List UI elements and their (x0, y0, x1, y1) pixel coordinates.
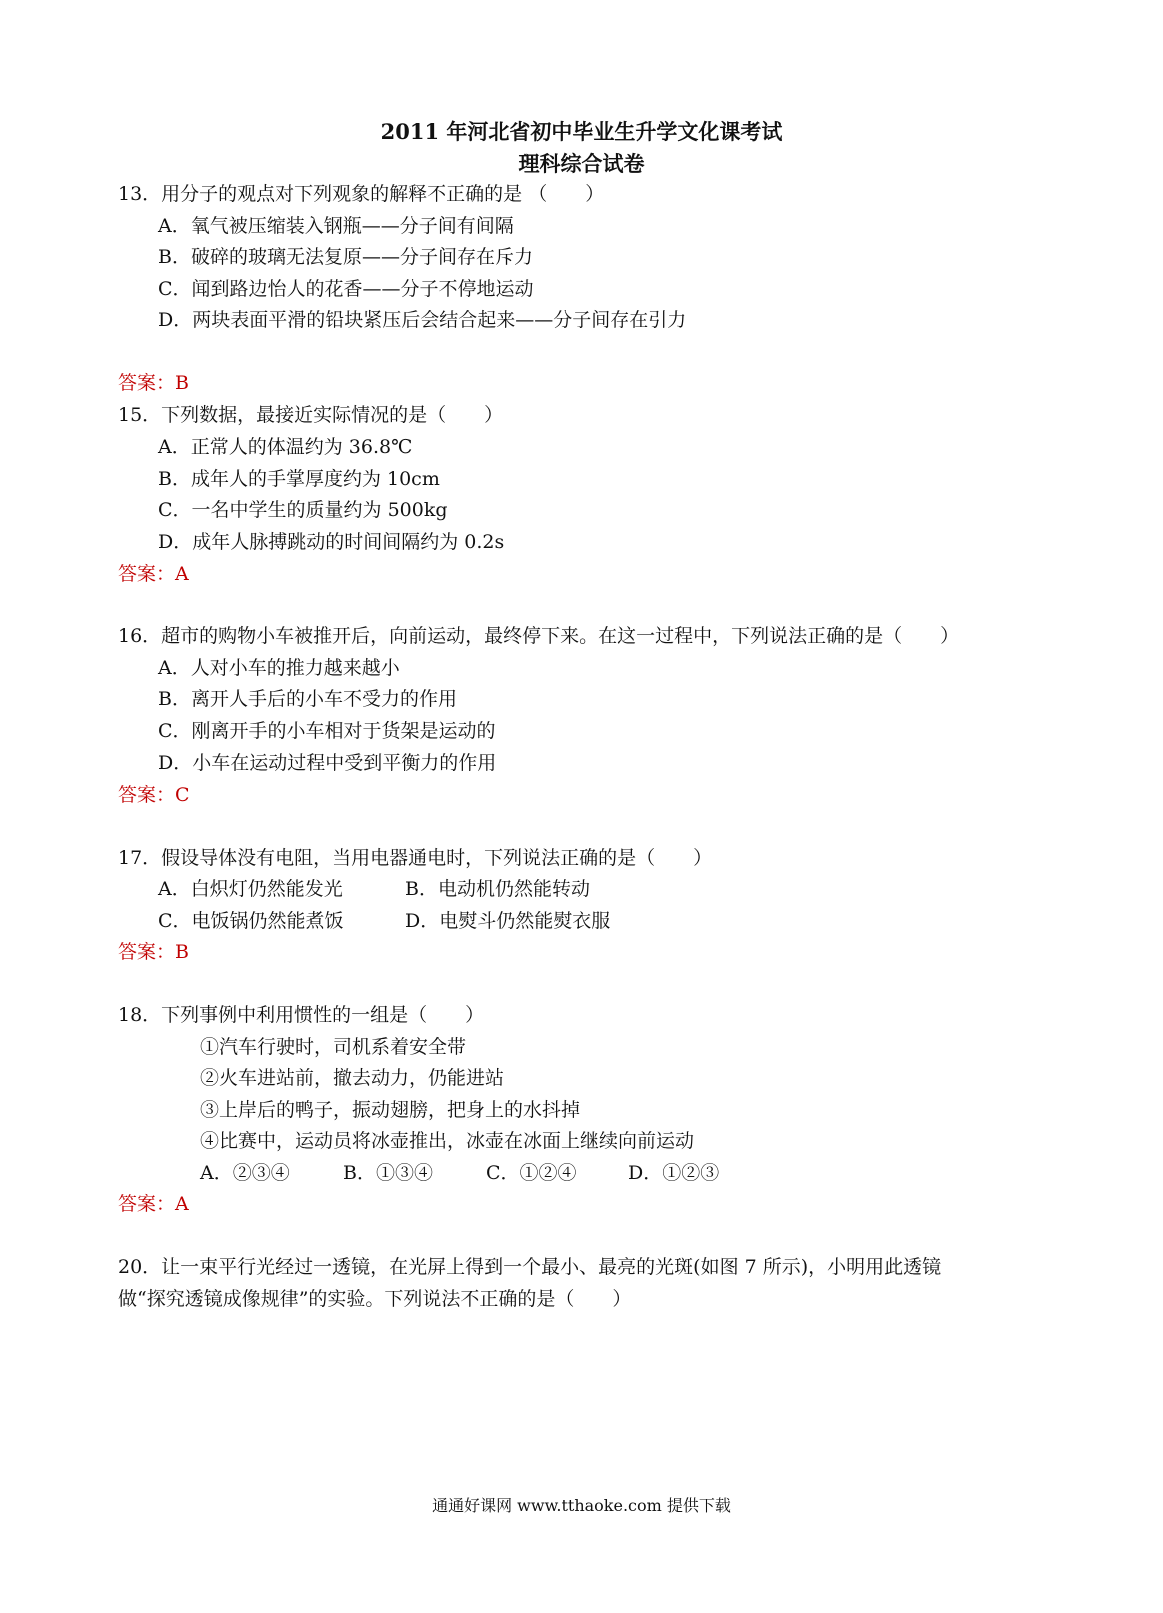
question-18-item-2: ②火车进站前，撤去动力，仍能进站 (200, 1067, 505, 1089)
question-16-stem: 16．超市的购物小车被推开后，向前运动，最终停下来。在这一过程中，下列说法正确的是（ ） (118, 625, 960, 647)
page-footer: 通通好课网 www.tthaoke.com 提供下载 (432, 1496, 731, 1515)
question-16-option-c: C．刚离开手的小车相对于货架是运动的 (158, 720, 496, 742)
question-18-item-1: ①汽车行驶时，司机系着安全带 (200, 1036, 467, 1058)
question-17-option-a: A．白炽灯仍然能发光 (158, 878, 343, 900)
question-17-option-d: D．电熨斗仍然能熨衣服 (405, 910, 611, 932)
question-17-answer: 答案：B (118, 941, 189, 963)
question-13-option-d: D．两块表面平滑的铅块紧压后会结合起来——分子间存在引力 (158, 309, 687, 331)
question-18-stem: 18．下列事例中利用惯性的一组是（ ） (118, 1004, 485, 1026)
question-18-option-d: D．①②③ (628, 1162, 720, 1184)
question-13-option-b: B．破碎的玻璃无法复原——分子间存在斥力 (158, 246, 533, 268)
question-16-answer: 答案：C (118, 784, 190, 806)
question-13-stem: 13．用分子的观点对下列观象的解释不正确的是 （ ） (118, 183, 605, 205)
question-16-option-a: A．人对小车的推力越来越小 (158, 657, 400, 679)
question-18-item-4: ④比赛中，运动员将冰壶推出，冰壶在冰面上继续向前运动 (200, 1130, 695, 1152)
question-18-option-a: A．②③④ (200, 1162, 290, 1184)
question-16-option-b: B．离开人手后的小车不受力的作用 (158, 688, 457, 710)
question-15-option-c: C．一名中学生的质量约为 500kg (158, 499, 448, 521)
question-15-answer: 答案：A (118, 563, 189, 585)
page-subtitle: 理科综合试卷 (518, 151, 645, 176)
question-20-stem-line-1: 20．让一束平行光经过一透镜，在光屏上得到一个最小、最亮的光斑(如图 7 所示)，小明用此透镜 (118, 1256, 942, 1278)
question-18-option-b: B．①③④ (343, 1162, 433, 1184)
question-20-stem-line-2: 做“探究透镜成像规律”的实验。下列说法不正确的是（ ） (118, 1288, 632, 1310)
question-18-item-3: ③上岸后的鸭子，振动翅膀，把身上的水抖掉 (200, 1099, 581, 1121)
question-15-option-a: A．正常人的体温约为 36.8℃ (158, 436, 413, 458)
question-15-stem: 15．下列数据，最接近实际情况的是（ ） (118, 404, 504, 426)
question-18-answer: 答案：A (118, 1193, 189, 1215)
question-17-option-b: B．电动机仍然能转动 (405, 878, 590, 900)
question-15-option-b: B．成年人的手掌厚度约为 10cm (158, 468, 440, 490)
question-17-option-c: C．电饭锅仍然能煮饭 (158, 910, 344, 932)
question-16-option-d: D．小车在运动过程中受到平衡力的作用 (158, 752, 497, 774)
page-title: 2011 年河北省初中毕业生升学文化课考试 (380, 119, 783, 144)
question-17-stem: 17．假设导体没有电阻，当用电器通电时，下列说法正确的是（ ） (118, 847, 713, 869)
question-13-answer: 答案：B (118, 372, 189, 394)
question-13-option-a: A．氧气被压缩装入钢瓶——分子间有间隔 (158, 215, 514, 237)
question-13-option-c: C．闻到路边怡人的花香——分子不停地运动 (158, 278, 534, 300)
question-15-option-d: D．成年人脉搏跳动的时间间隔约为 0.2s (158, 531, 505, 553)
question-18-option-c: C．①②④ (486, 1162, 577, 1184)
